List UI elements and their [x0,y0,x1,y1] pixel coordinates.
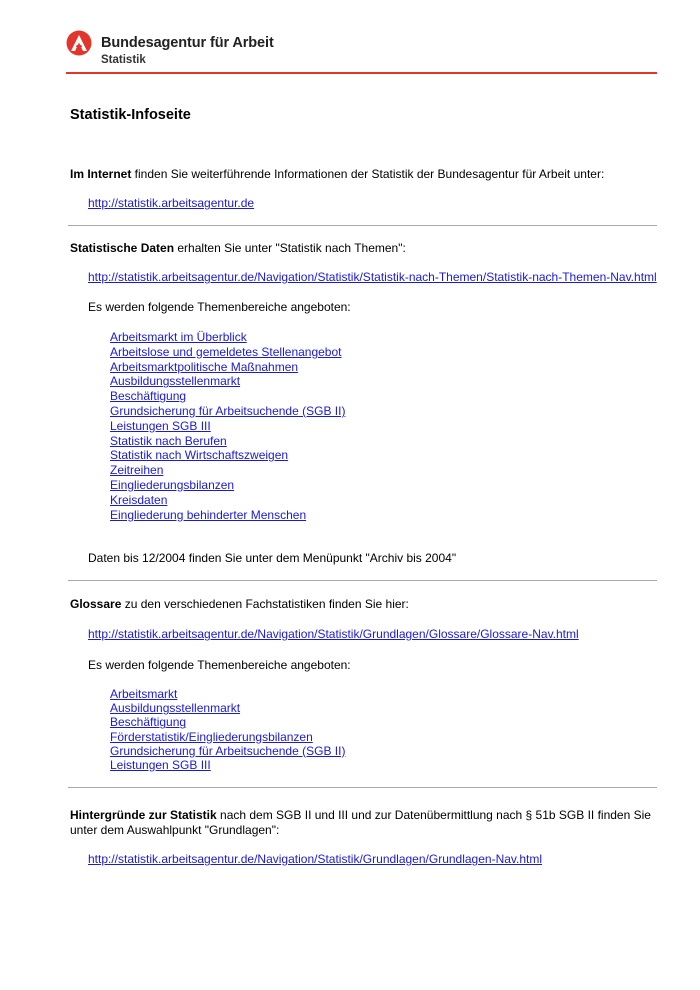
internet-bold-label: Im Internet [70,167,132,181]
internet-link[interactable]: http://statistik.arbeitsagentur.de [88,196,255,210]
daten-paragraph [70,241,406,256]
hintergruende-text: nach dem SGB II und III und zur Datenübermittlung nach § 51b SGB II finden Sie unter dem Auswahlpunkt "Grundlagen": [70,808,651,837]
topic-link-leistungen-sgb3[interactable]: Leistungen SGB III [110,418,211,433]
daten-intro: Es werden folgende Themenbereiche angeboten: [88,300,351,314]
page-title: Statistik-Infoseite [70,107,191,123]
hintergruende-link[interactable]: http://statistik.arbeitsagentur.de/Navigation/Statistik/Grundlagen/Grundlagen-Nav.html [88,852,543,866]
org-name: Bundesagentur für Arbeit [101,35,274,51]
glossar-link-beschaeftigung[interactable]: Beschäftigung [110,715,187,730]
daten-topic-list [110,330,345,522]
glossar-link-ausbildungsstellenmarkt[interactable]: Ausbildungsstellenmarkt [110,701,241,716]
internet-paragraph [70,167,604,182]
topic-link-massnahmen[interactable]: Arbeitsmarktpolitische Maßnahmen [110,359,299,374]
topic-link-zeitreihen[interactable]: Zeitreihen [110,463,164,478]
topic-link-kreisdaten[interactable]: Kreisdaten [110,492,168,507]
internet-text: finden Sie weiterführende Informationen der Statistik der Bundesagentur für Arbeit unter: [131,167,605,181]
topic-link-arbeitslose[interactable]: Arbeitslose und gemeldetes Stellenangebot [110,344,342,359]
topic-link-eingliederungsbilanzen[interactable]: Eingliederungsbilanzen [110,477,235,492]
section-divider [68,225,657,226]
glossar-link-foerderstatistik[interactable]: Förderstatistik/Eingliederungsbilanzen [110,729,313,744]
archive-note: Daten bis 12/2004 finden Sie unter dem Menüpunkt "Archiv bis 2004" [88,551,457,565]
section-divider [68,580,657,581]
topic-link-wirtschaftszweige[interactable]: Statistik nach Wirtschaftszweigen [110,448,289,463]
glossar-link-grundsicherung[interactable]: Grundsicherung für Arbeitsuchende (SGB II) [110,743,346,758]
glossar-link-arbeitsmarkt[interactable]: Arbeitsmarkt [110,687,178,701]
hintergruende-bold-label: Hintergründe zur Statistik [70,808,217,822]
glossare-paragraph [70,597,409,612]
topic-link-arbeitsmarkt-ueberblick[interactable]: Arbeitsmarkt im Überblick [110,330,247,344]
hintergruende-paragraph [70,808,660,838]
glossare-text: zu den verschiedenen Fachstatistiken finden Sie hier: [121,597,409,611]
glossare-intro: Es werden folgende Themenbereiche angeboten: [88,658,351,672]
daten-link[interactable]: http://statistik.arbeitsagentur.de/Navigation/Statistik/Statistik-nach-Themen/Statistik-nach-Themen-Nav.html [88,270,657,284]
daten-text: erhalten Sie unter "Statistik nach Themen": [174,241,406,255]
topic-link-beschaeftigung[interactable]: Beschäftigung [110,389,187,404]
topic-link-grundsicherung[interactable]: Grundsicherung für Arbeitsuchende (SGB II) [110,403,346,418]
header-divider [66,72,657,74]
glossare-topic-list [110,687,345,772]
bundesagentur-logo-icon [66,30,92,56]
org-subtitle: Statistik [101,54,146,66]
glossare-bold-label: Glossare [70,597,122,611]
topic-link-berufe[interactable]: Statistik nach Berufen [110,433,227,448]
glossare-link[interactable]: http://statistik.arbeitsagentur.de/Navigation/Statistik/Grundlagen/Glossare/Glossare-Nav.html [88,627,579,641]
topic-link-ausbildungsstellenmarkt[interactable]: Ausbildungsstellenmarkt [110,374,241,389]
topic-link-behinderte-menschen[interactable]: Eingliederung behinderter Menschen [110,507,307,522]
section-divider [68,787,657,788]
daten-bold-label: Statistische Daten [70,241,175,255]
glossar-link-leistungen-sgb3[interactable]: Leistungen SGB III [110,757,211,772]
